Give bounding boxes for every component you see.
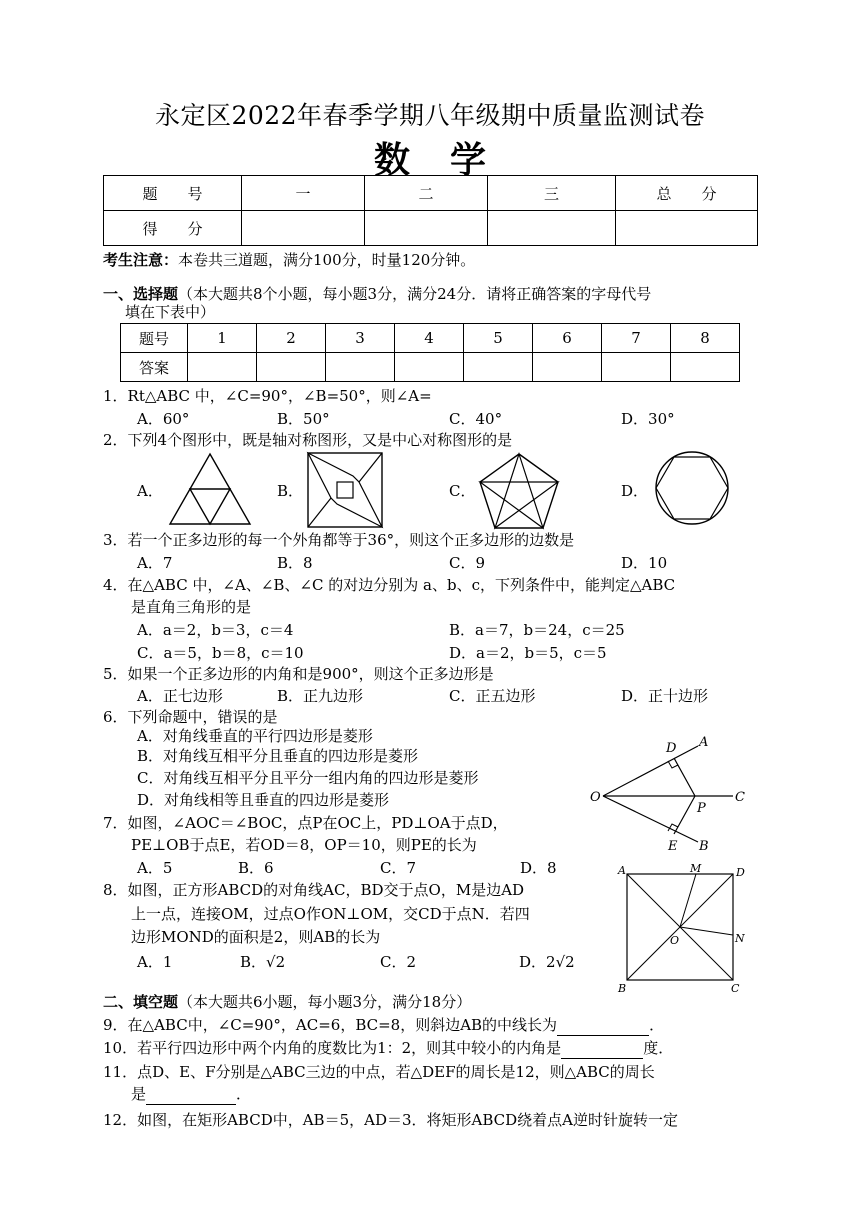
answer-cell[interactable] <box>671 353 740 382</box>
q8-figure <box>612 862 760 994</box>
section1-header <box>103 284 651 304</box>
q3-option-d: D．10 <box>621 554 668 572</box>
q5-option-b: B．正九边形 <box>277 687 364 705</box>
q3-stem: 3．若一个正多边形的每一个外角都等于36°，则这个正多边形的边数是 <box>103 531 575 549</box>
answer-head-cell: 2 <box>257 324 326 353</box>
q6-option-c: C．对角线互相平分且平分一组内角的四边形是菱形 <box>137 769 479 787</box>
answer-head-cell: 1 <box>188 324 257 353</box>
q7-figure <box>588 734 758 852</box>
answer-head-cell: 3 <box>326 324 395 353</box>
answer-cell[interactable] <box>326 353 395 382</box>
q1-option-b: B．50° <box>277 410 330 428</box>
q3-option-a: A．7 <box>137 554 173 572</box>
answer-head-cell: 7 <box>602 324 671 353</box>
q11-stem1: 11．点D、E、F分别是△ABC三边的中点，若△DEF的周长是12，则△ABC的周长 <box>103 1063 655 1081</box>
q4-option-c: C．a＝5，b＝8，c＝10 <box>137 644 304 662</box>
score-label-cell: 得 分 <box>104 211 242 246</box>
q10-blank[interactable] <box>561 1038 643 1059</box>
score-cell[interactable] <box>616 211 758 246</box>
answer-cell[interactable] <box>188 353 257 382</box>
q10 <box>103 1038 673 1059</box>
q7-label-c: C <box>735 790 745 805</box>
q5-option-d: D．正十边形 <box>621 687 709 705</box>
q3-option-b: B．8 <box>277 554 313 572</box>
q4-option-a: A．a＝2，b＝3，c＝4 <box>137 621 294 639</box>
q7-option-c: C．7 <box>380 859 417 877</box>
q8-option-d: D．2√2 <box>519 953 575 971</box>
q2-figure-pinwheel-square <box>307 452 383 528</box>
subject-title: 数学 <box>373 139 526 181</box>
section2-desc: （本大题共6小题，每小题3分，满分18分） <box>178 993 472 1011</box>
q8-stem2: 上一点，连接OM，过点O作ON⊥OM，交CD于点N．若四 <box>131 905 530 923</box>
q7-label-e: E <box>668 839 678 854</box>
q2-stem: 2．下列4个图形中，既是轴对称图形，又是中心对称图形的是 <box>103 431 513 449</box>
q11-end: ． <box>236 1085 252 1103</box>
q4-stem2: 是直角三角形的是 <box>131 598 252 616</box>
q8-label-c: C <box>731 982 740 995</box>
q8-label-d: D <box>736 866 745 879</box>
q5-option-c: C．正五边形 <box>449 687 536 705</box>
q10-end: 度． <box>643 1039 674 1057</box>
q11-stem2: 是 <box>131 1085 147 1103</box>
score-cell[interactable] <box>242 211 365 246</box>
q1-option-c: C．40° <box>449 410 503 428</box>
answer-head-cell: 6 <box>533 324 602 353</box>
q12-stem: 12．如图，在矩形ABCD中，AB＝5，AD＝3．将矩形ABCD绕着点A逆时针旋转一定 <box>103 1111 678 1129</box>
q8-stem1: 8．如图，正方形ABCD的对角线AC，BD交于点O，M是边AD <box>103 881 525 899</box>
q7-option-b: B．6 <box>238 859 274 877</box>
q2-figure-triangle <box>170 452 252 526</box>
q9-blank[interactable] <box>557 1015 649 1036</box>
answer-head-cell: 题号 <box>121 324 188 353</box>
q7-option-d: D．8 <box>520 859 557 877</box>
q2-option-d: D． <box>621 482 649 500</box>
q9-end: ． <box>649 1016 665 1034</box>
q4-option-b: B．a＝7，b＝24，c＝25 <box>449 621 625 639</box>
score-header-cell: 题 号 <box>104 176 242 211</box>
q7-stem2: PE⊥OB于点E，若OD＝8，OP＝10，则PE的长为 <box>131 836 477 854</box>
score-header-cell: 总 分 <box>616 176 758 211</box>
answer-cell[interactable] <box>602 353 671 382</box>
q8-label-b: B <box>618 982 627 995</box>
q7-label-p: P <box>697 801 706 816</box>
q5-stem: 5．如果一个正多边形的内角和是900°，则这个正多边形是 <box>103 665 494 683</box>
answer-table <box>120 323 740 382</box>
q1-stem: 1．Rt△ABC 中，∠C=90°，∠B=50°，则∠A= <box>103 387 432 405</box>
q3-option-c: C．9 <box>449 554 486 572</box>
section1-label: 一、选择题 <box>103 285 179 303</box>
notice-text: 本卷共三道题，满分100分，时量120分钟。 <box>178 251 476 269</box>
answer-label-cell: 答案 <box>121 353 188 382</box>
q2-figure-hexagon-circle <box>654 450 730 526</box>
answer-cell[interactable] <box>257 353 326 382</box>
q7-label-d: D <box>666 741 677 756</box>
score-header-cell: 三 <box>488 176 616 211</box>
q1-option-d: D．30° <box>621 410 675 428</box>
q2-option-b: B． <box>277 482 304 500</box>
score-header-cell: 一 <box>242 176 365 211</box>
score-cell[interactable] <box>488 211 616 246</box>
q7-label-b: B <box>699 839 709 854</box>
q7-option-a: A．5 <box>137 859 173 877</box>
q11-blank[interactable] <box>146 1084 236 1105</box>
q8-option-a: A．1 <box>137 953 173 971</box>
q8-label-a: A <box>618 864 626 877</box>
section2-header <box>103 992 471 1012</box>
q2-option-a: A． <box>137 482 163 500</box>
q2-option-c: C． <box>449 482 476 500</box>
q6-stem: 6．下列命题中，错误的是 <box>103 708 278 726</box>
answer-cell[interactable] <box>533 353 602 382</box>
q4-option-d: D．a＝2，b＝5，c＝5 <box>449 644 607 662</box>
q8-label-o: O <box>670 934 680 947</box>
section2-label: 二、填空题 <box>103 993 179 1011</box>
q11-line2 <box>131 1084 251 1105</box>
q7-label-a: A <box>699 735 709 750</box>
answer-head-cell: 8 <box>671 324 740 353</box>
q5-option-a: A．正七边形 <box>137 687 223 705</box>
score-header-cell: 二 <box>365 176 488 211</box>
q8-option-c: C．2 <box>380 953 417 971</box>
q9-stem: 9．在△ABC中，∠C=90°，AC=6，BC=8，则斜边AB的中线长为 <box>103 1016 558 1034</box>
answer-cell[interactable] <box>464 353 533 382</box>
q10-stem: 10．若平行四边形中两个内角的度数比为1：2，则其中较小的内角是 <box>103 1039 562 1057</box>
q8-label-m: M <box>690 862 702 875</box>
section1-desc2: 填在下表中） <box>125 303 216 321</box>
q9 <box>103 1015 664 1036</box>
section1-desc: （本大题共8个小题，每小题3分，满分24分．请将正确答案的字母代号 <box>178 285 652 303</box>
q8-label-n: N <box>735 932 745 945</box>
q6-option-a: A．对角线垂直的平行四边形是菱形 <box>137 727 373 745</box>
q2-figure-star-pentagon <box>478 452 560 530</box>
q6-option-d: D．对角线相等且垂直的四边形是菱形 <box>137 791 390 809</box>
notice <box>103 250 475 270</box>
q6-option-b: B．对角线互相平分且垂直的四边形是菱形 <box>137 747 419 765</box>
q8-option-b: B．√2 <box>240 953 286 971</box>
q7-stem1: 7．如图，∠AOC＝∠BOC，点P在OC上，PD⊥OA于点D， <box>103 814 508 832</box>
score-table <box>103 175 758 246</box>
q4-stem1: 4．在△ABC 中，∠A、∠B、∠C 的对边分别为 a、b、c，下列条件中，能判定△ABC <box>103 576 676 594</box>
exam-title: 永定区2022年春季学期八年级期中质量监测试卷 <box>154 101 706 130</box>
q1-option-a: A．60° <box>137 410 190 428</box>
q7-label-o: O <box>590 790 601 805</box>
answer-head-cell: 5 <box>464 324 533 353</box>
q8-stem3: 边形MOND的面积是2，则AB的长为 <box>131 928 381 946</box>
answer-cell[interactable] <box>395 353 464 382</box>
score-cell[interactable] <box>365 211 488 246</box>
notice-label: 考生注意： <box>103 251 179 269</box>
answer-head-cell: 4 <box>395 324 464 353</box>
